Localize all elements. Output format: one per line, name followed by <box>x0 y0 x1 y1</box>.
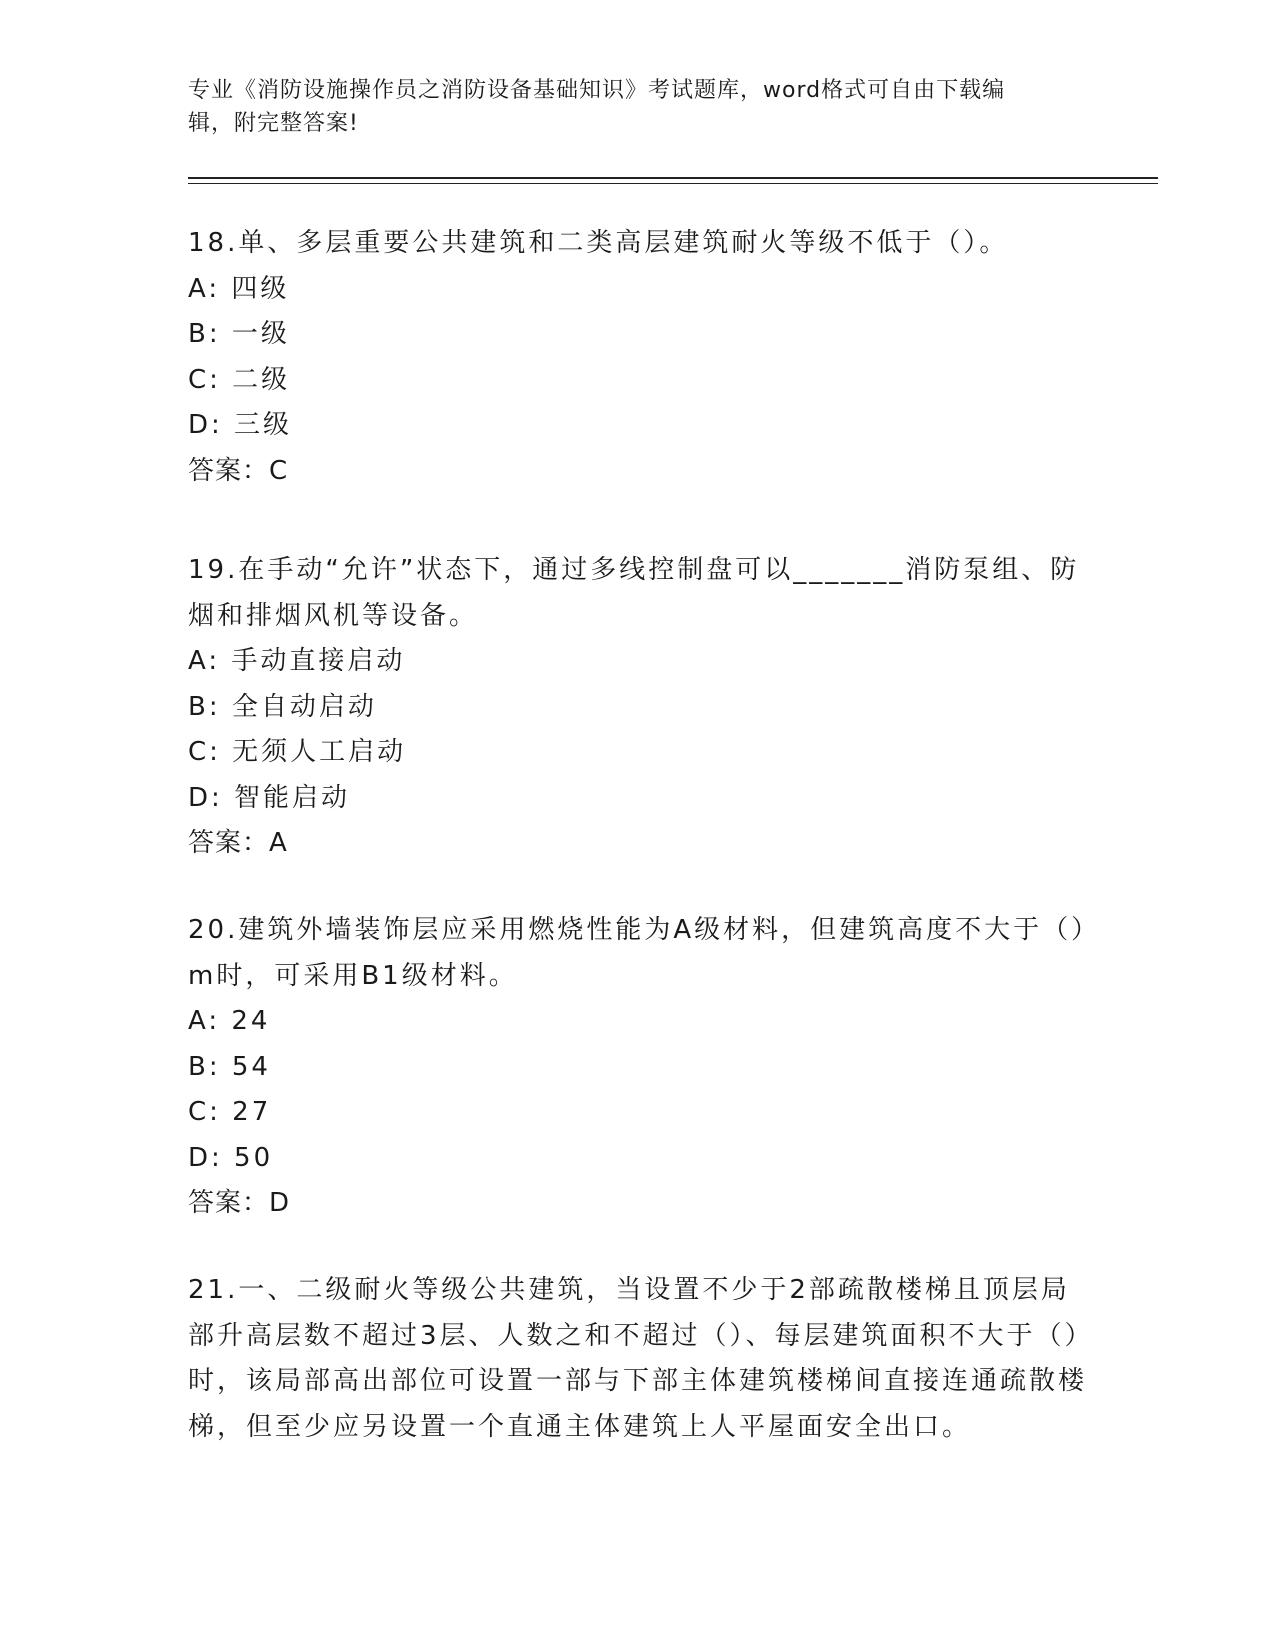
option-a: A: 24 <box>188 1006 271 1036</box>
option-c: C: 27 <box>188 1097 272 1127</box>
header-line-1: 专业《消防设施操作员之消防设备基础知识》考试题库，word格式可自由下载编 <box>188 78 1006 103</box>
question-stem: 18.单、多层重要公共建筑和二类高层建筑耐火等级不低于（）。 <box>188 228 1009 258</box>
option-b: B: 54 <box>188 1051 271 1082</box>
answer-label: 答案：C <box>188 455 289 486</box>
header-divider-thick <box>188 177 1158 179</box>
answer-label: 答案：A <box>188 828 288 858</box>
question-18 <box>188 221 1088 494</box>
document-header <box>188 74 1068 140</box>
option-c: C: 二级 <box>188 364 291 395</box>
header-line-2: 辑，附完整答案! <box>188 111 359 136</box>
answer-label: 答案：D <box>188 1188 291 1218</box>
option-b: B: 全自动启动 <box>188 691 377 722</box>
option-a: A: 四级 <box>188 273 290 304</box>
option-c: C: 无须人工启动 <box>188 737 407 767</box>
option-b: B: 一级 <box>188 319 290 349</box>
option-d: D: 智能启动 <box>188 782 351 813</box>
question-stem: 21.一、二级耐火等级公共建筑，当设置不少于2部疏散楼梯且顶层局部升高层数不超过3层、人数之和不超过（）、每层建筑面积不大于（）时，该局部高出部位可设置一部与下部主体建筑楼梯间直接连通疏散楼梯，但至少应另设置一个直通主体建筑上人平屋面安全出口。 <box>188 1275 1088 1442</box>
question-stem: 19.在手动“允许”状态下，通过多线控制盘可以_______消防泵组、防烟和排烟风机等设备。 <box>188 555 1080 631</box>
question-21 <box>188 1268 1088 1450</box>
option-a: A: 手动直接启动 <box>188 646 406 676</box>
header-divider-thin <box>188 183 1158 184</box>
question-20 <box>188 908 1088 1227</box>
question-19 <box>188 548 1088 867</box>
question-stem: 20.建筑外墙装饰层应采用燃烧性能为A级材料，但建筑高度不大于（）m时，可采用B1级材料。 <box>188 915 1088 991</box>
option-d: D: 三级 <box>188 410 293 440</box>
option-d: D: 50 <box>188 1142 274 1173</box>
